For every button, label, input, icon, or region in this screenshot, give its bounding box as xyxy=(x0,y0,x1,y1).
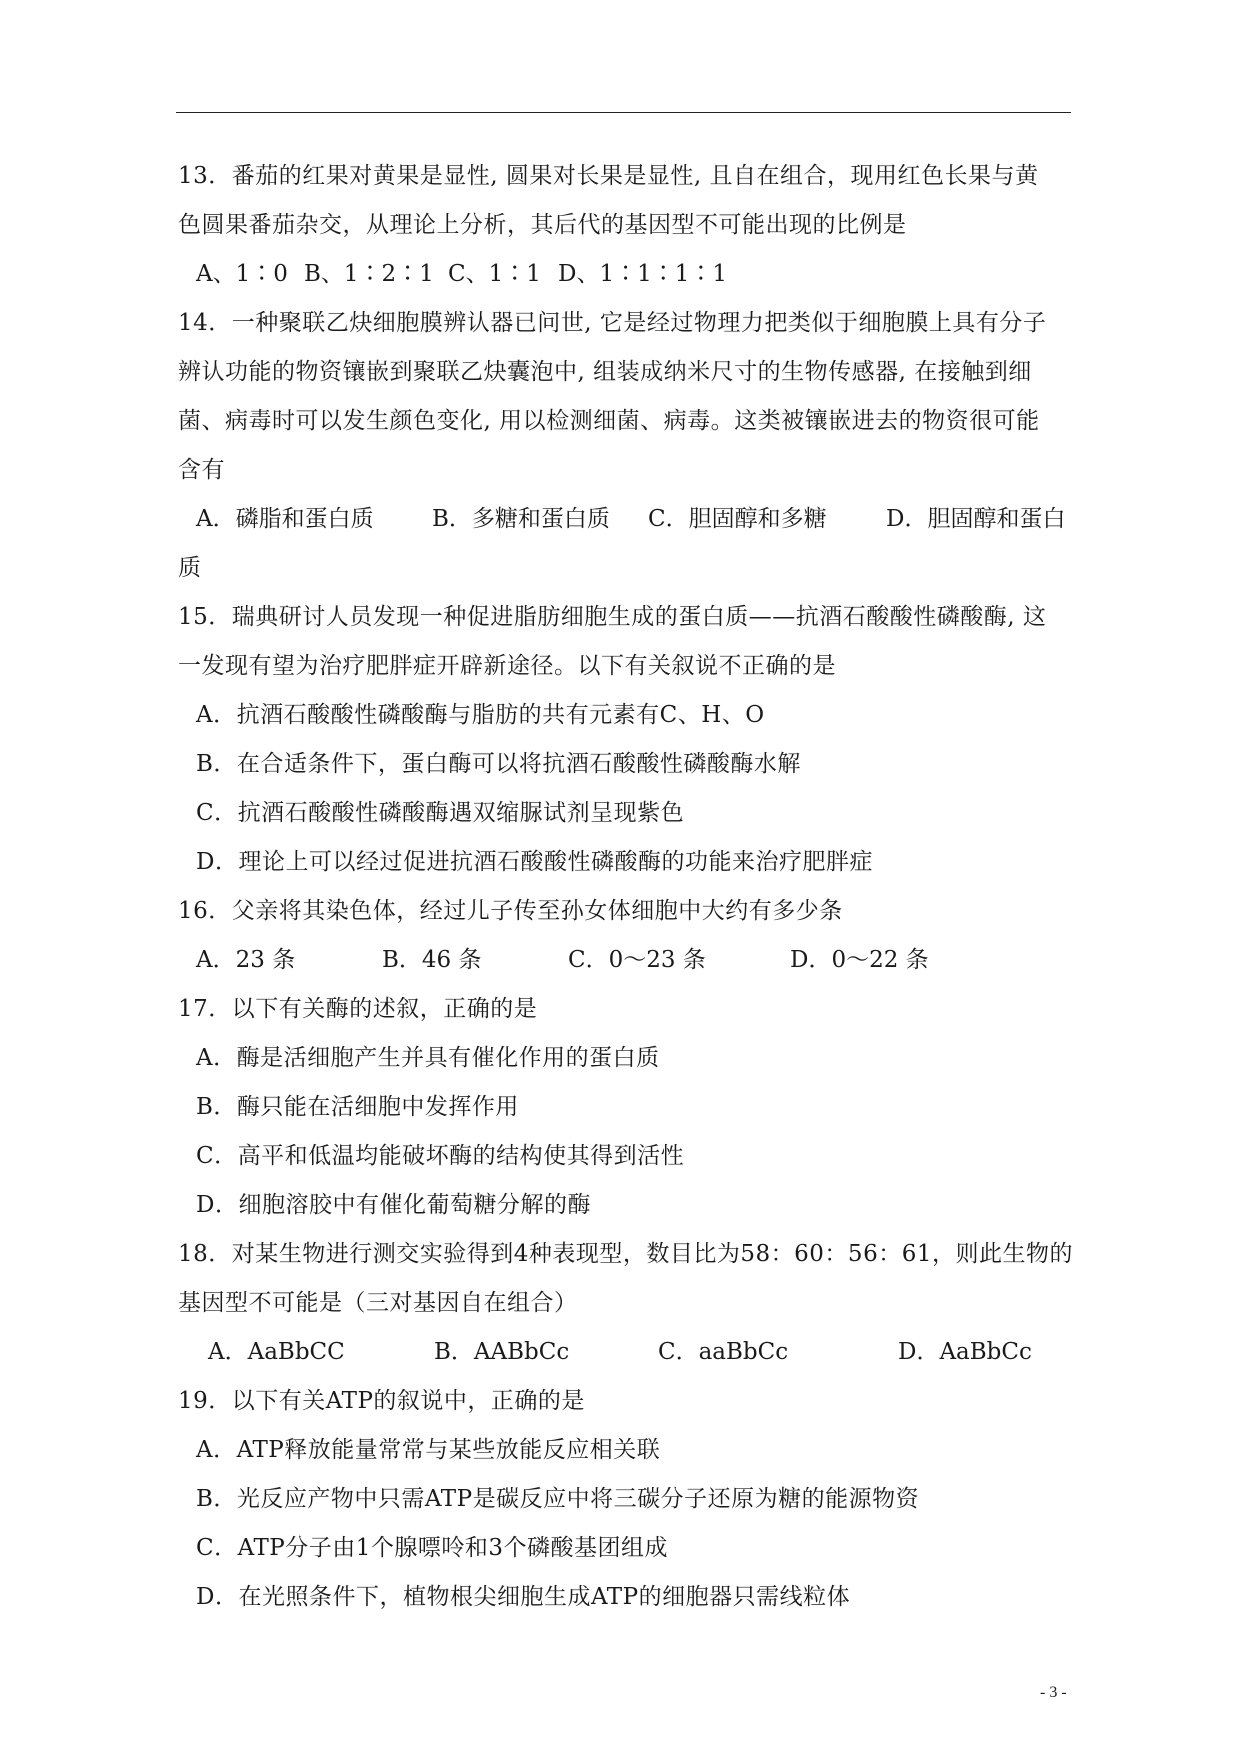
question-13 xyxy=(178,152,1098,299)
question-13-text-line-2: 色圆果番茄杂交，从理论上分析，其后代的基因型不可能出现的比例是 xyxy=(178,212,907,238)
question-17-text-line-1: 17．以下有关酶的述叙，正确的是 xyxy=(178,996,538,1022)
question-16-option-d: D．0～22 条 xyxy=(790,947,929,973)
question-14-text-line-1: 14．一种聚联乙炔细胞膜辨认器已问世, 它是经过物理力把类似于细胞膜上具有分子 xyxy=(178,310,1047,336)
question-14-text-line-4: 含有 xyxy=(178,457,225,483)
question-18-options xyxy=(178,1328,1098,1377)
question-18-option-a: A．AaBbCC xyxy=(208,1339,345,1365)
question-18 xyxy=(178,1230,1098,1377)
question-15 xyxy=(178,593,1098,887)
question-18-option-d: D．AaBbCc xyxy=(898,1339,1032,1365)
question-15-option-a: A．抗酒石酸酸性磷酸酶与脂肪的共有元素有C、H、O xyxy=(196,702,765,728)
question-15-text-line-2: 一发现有望为治疗肥胖症开辟新途径。以下有关叙说不正确的是 xyxy=(178,653,836,679)
question-14-option-d-wrap: 质 xyxy=(178,555,202,581)
question-14-option-b: B．多糖和蛋白质 xyxy=(432,506,610,532)
question-14 xyxy=(178,299,1098,593)
question-13-option-d: D、1∶1∶1∶1 xyxy=(558,261,727,287)
question-14-option-a: A．磷脂和蛋白质 xyxy=(196,506,374,532)
question-15-option-c: C．抗酒石酸酸性磷酸酶遇双缩脲试剂呈现紫色 xyxy=(196,800,685,826)
question-19-option-a: A．ATP释放能量常常与某些放能反应相关联 xyxy=(196,1437,661,1463)
question-17-option-d: D．细胞溶胶中有催化葡萄糖分解的酶 xyxy=(196,1192,591,1218)
question-17 xyxy=(178,985,1098,1230)
question-content xyxy=(178,152,1098,1622)
question-14-text-line-3: 菌、病毒时可以发生颜色变化, 用以检测细菌、病毒。这类被镶嵌进去的物资很可能 xyxy=(178,408,1040,434)
question-17-option-b: B．酶只能在活细胞中发挥作用 xyxy=(196,1094,519,1120)
question-17-option-a: A．酶是活细胞产生并具有催化作用的蛋白质 xyxy=(196,1045,660,1071)
question-19-option-c: C．ATP分子由1个腺嘌呤和3个磷酸基团组成 xyxy=(196,1535,669,1561)
question-14-text-line-2: 辨认功能的物资镶嵌到聚联乙炔囊泡中, 组装成纳米尺寸的生物传感器, 在接触到细 xyxy=(178,359,1032,385)
question-16-option-b: B．46 条 xyxy=(382,947,482,973)
question-15-text-line-1: 15．瑞典研讨人员发现一种促进脂肪细胞生成的蛋白质——抗酒石酸酸性磷酸酶, 这 xyxy=(178,604,1047,630)
question-14-option-c: C．胆固醇和多糖 xyxy=(648,506,827,532)
question-16 xyxy=(178,887,1098,985)
page-number: - 3 - xyxy=(1040,1684,1067,1701)
question-13-option-c: C、1∶1 xyxy=(448,261,541,287)
question-16-options xyxy=(178,936,1098,985)
header-divider xyxy=(176,112,1071,113)
question-16-text-line-1: 16．父亲将其染色体，经过儿子传至孙女体细胞中大约有多少条 xyxy=(178,898,843,924)
question-14-option-d: D．胆固醇和蛋白 xyxy=(886,506,1066,532)
question-16-option-a: A．23 条 xyxy=(196,947,296,973)
question-13-option-b: B、1∶2∶1 xyxy=(304,261,434,287)
question-18-option-c: C．aaBbCc xyxy=(658,1339,789,1365)
question-13-text-line-1: 13．番茄的红果对黄果是显性, 圆果对长果是显性, 且自在组合，现用红色长果与黄 xyxy=(178,163,1039,189)
question-17-option-c: C．高平和低温均能破坏酶的结构使其得到活性 xyxy=(196,1143,685,1169)
question-18-text-line-2: 基因型不可能是（三对基因自在组合） xyxy=(178,1290,578,1316)
question-13-option-a: A、1∶0 xyxy=(196,261,288,287)
question-15-option-d: D．理论上可以经过促进抗酒石酸酸性磷酸酶的功能来治疗肥胖症 xyxy=(196,849,873,875)
question-19-option-d: D．在光照条件下，植物根尖细胞生成ATP的细胞器只需线粒体 xyxy=(196,1584,851,1610)
question-19-text-line-1: 19．以下有关ATP的叙说中，正确的是 xyxy=(178,1388,585,1414)
question-18-option-b: B．AABbCc xyxy=(434,1339,570,1365)
question-13-options xyxy=(178,250,1098,299)
question-19 xyxy=(178,1377,1098,1622)
question-18-text-line-1: 18．对某生物进行测交实验得到4种表现型，数目比为58：60：56：61，则此生物的 xyxy=(178,1241,1073,1267)
question-19-option-b: B．光反应产物中只需ATP是碳反应中将三碳分子还原为糖的能源物资 xyxy=(196,1486,920,1512)
question-14-options xyxy=(178,495,1098,544)
question-16-option-c: C．0～23 条 xyxy=(568,947,706,973)
question-15-option-b: B．在合适条件下，蛋白酶可以将抗酒石酸酸性磷酸酶水解 xyxy=(196,751,801,777)
